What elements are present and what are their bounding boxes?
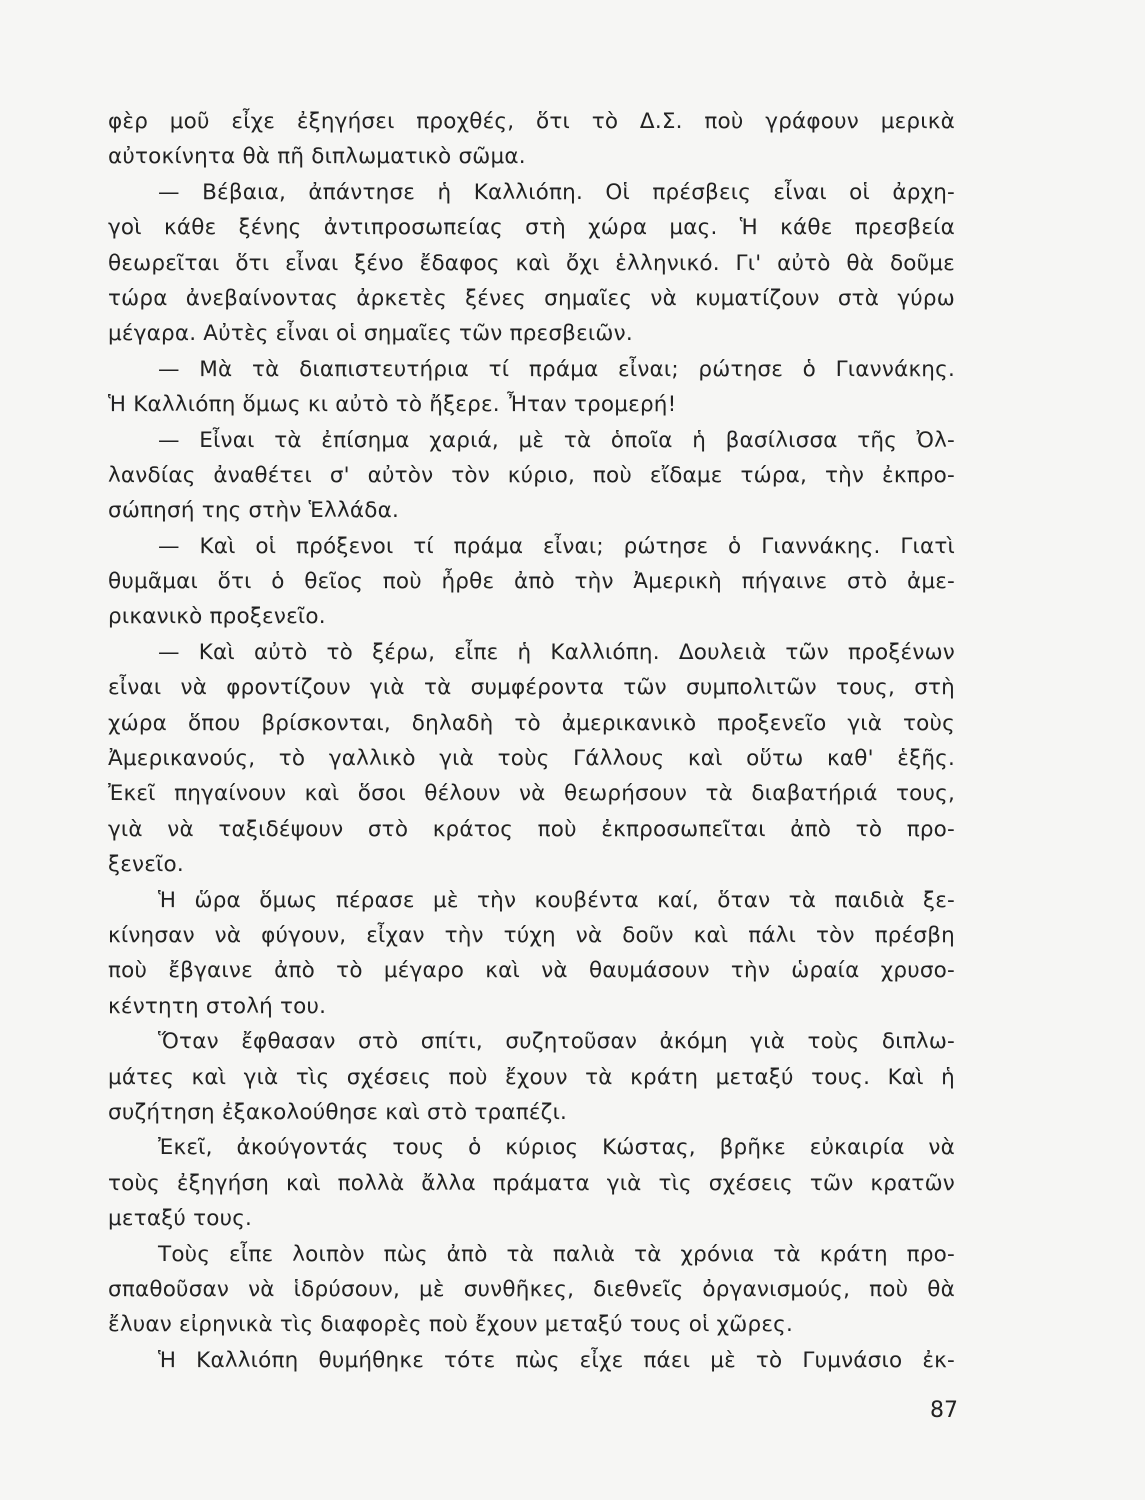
text-line: σπαθοῦσαν νὰ ἱδρύσουν, μὲ συνθῆκες, διεθνεῖς ὀργανισμούς, ποὺ θὰ xyxy=(108,1276,955,1302)
text-line: Τοὺς εἶπε λοιπὸν πὼς ἀπὸ τὰ παλιὰ τὰ χρόνια τὰ κράτη προ- xyxy=(158,1241,955,1267)
text-line: μάτες καὶ γιὰ τὶς σχέσεις ποὺ ἔχουν τὰ κράτη μεταξύ τους. Καὶ ἡ xyxy=(108,1064,955,1090)
text-line: Ἡ Καλλιόπη θυμήθηκε τότε πὼς εἶχε πάει μὲ τὸ Γυμνάσιο ἐκ- xyxy=(158,1347,955,1373)
text-line: ξενεῖο. xyxy=(108,852,184,878)
text-line: ποὺ ἔβγαινε ἀπὸ τὸ μέγαρο καὶ νὰ θαυμάσουν τὴν ὡραία χρυσο- xyxy=(108,958,955,984)
text-line: — Μὰ τὰ διαπιστευτήρια τί πράμα εἶναι; ρώτησε ὁ Γιαννάκης. xyxy=(158,356,955,382)
text-line: τοὺς ἐξηγήση καὶ πολλὰ ἄλλα πράματα γιὰ τὶς σχέσεις τῶν κρατῶν xyxy=(108,1170,955,1196)
text-line: τώρα ἀνεβαίνοντας ἀρκετὲς ξένες σημαῖες νὰ κυματίζουν στὰ γύρω xyxy=(108,285,955,311)
text-line: λανδίας ἀναθέτει σ' αὐτὸν τὸν κύριο, ποὺ εἴδαμε τώρα, τὴν ἐκπρο- xyxy=(108,462,955,488)
text-line: — Βέβαια, ἀπάντησε ἡ Καλλιόπη. Οἱ πρέσβεις εἶναι οἱ ἀρχη- xyxy=(158,179,955,205)
text-line: — Καὶ οἱ πρόξενοι τί πράμα εἶναι; ρώτησε ὁ Γιαννάκης. Γιατὶ xyxy=(158,533,955,559)
text-line: εἶναι νὰ φροντίζουν γιὰ τὰ συμφέροντα τῶν συμπολιτῶν τους, στὴ xyxy=(108,675,955,701)
text-line: σώπησή της στὴν Ἑλλάδα. xyxy=(108,498,400,524)
text-line: θυμᾶμαι ὅτι ὁ θεῖος ποὺ ἦρθε ἀπὸ τὴν Ἀμερικὴ πήγαινε στὸ ἀμε- xyxy=(108,569,955,595)
text-line: Ἐκεῖ πηγαίνουν καὶ ὅσοι θέλουν νὰ θεωρήσουν τὰ διαβατήριά τους, xyxy=(108,781,955,807)
text-line: συζήτηση ἐξακολούθησε καὶ στὸ τραπέζι. xyxy=(108,1099,568,1125)
text-line: φὲρ μοῦ εἶχε ἐξηγήσει προχθές, ὅτι τὸ Δ.Σ. ποὺ γράφουν μερικὰ xyxy=(108,109,955,134)
text-line: θεωρεῖται ὅτι εἶναι ξένο ἔδαφος καὶ ὄχι ἑλληνικό. Γι' αὐτὸ θὰ δοῦμε xyxy=(108,250,955,276)
text-line: κίνησαν νὰ φύγουν, εἶχαν τὴν τύχη νὰ δοῦν καὶ πάλι τὸν πρέσβη xyxy=(108,922,955,948)
text-line: Ἀμερικανούς, τὸ γαλλικὸ γιὰ τοὺς Γάλλους καὶ οὕτω καθ' ἑξῆς. xyxy=(108,746,955,772)
text-line: γιὰ νὰ ταξιδέψουν στὸ κράτος ποὺ ἐκπροσωπεῖται ἀπὸ τὸ προ- xyxy=(108,816,955,842)
text-line: αὐτοκίνητα θὰ πῆ διπλωματικὸ σῶμα. xyxy=(108,144,526,170)
text-line: Ἐκεῖ, ἀκούγοντάς τους ὁ κύριος Κώστας, βρῆκε εὐκαιρία νὰ xyxy=(158,1135,955,1161)
text-line: μέγαρα. Αὐτὲς εἶναι οἱ σημαῖες τῶν πρεσβειῶν. xyxy=(108,321,633,347)
text-line: χώρα ὅπου βρίσκονται, δηλαδὴ τὸ ἀμερικανικὸ προξενεῖο γιὰ τοὺς xyxy=(108,710,955,736)
text-line: γοὶ κάθε ξένης ἀντιπροσωπείας στὴ χώρα μας. Ἡ κάθε πρεσβεία xyxy=(108,215,955,241)
text-line: — Καὶ αὐτὸ τὸ ξέρω, εἶπε ἡ Καλλιόπη. Δουλειὰ τῶν προξένων xyxy=(158,639,955,665)
text-line: — Εἶναι τὰ ἐπίσημα χαριά, μὲ τὰ ὁποῖα ἡ βασίλισσα τῆς Ὀλ- xyxy=(158,427,955,453)
page-body-text xyxy=(108,104,955,1378)
text-line: μεταξύ τους. xyxy=(108,1206,253,1232)
text-line: κέντητη στολή του. xyxy=(108,993,327,1019)
text-line: Ὅταν ἔφθασαν στὸ σπίτι, συζητοῦσαν ἀκόμη γιὰ τοὺς διπλω- xyxy=(158,1029,955,1055)
text-line: Ἡ Καλλιόπη ὅμως κι αὐτὸ τὸ ἤξερε. Ἦταν τρομερή! xyxy=(108,392,677,418)
text-line: Ἡ ὥρα ὅμως πέρασε μὲ τὴν κουβέντα καί, ὅταν τὰ παιδιὰ ξε- xyxy=(158,887,955,913)
text-line: ἔλυαν εἰρηνικὰ τὶς διαφορὲς ποὺ ἔχουν μεταξύ τους οἱ χῶρες. xyxy=(108,1312,793,1338)
page-number: 87 xyxy=(930,1398,958,1423)
text-line: ρικανικὸ προξενεῖο. xyxy=(108,604,326,630)
